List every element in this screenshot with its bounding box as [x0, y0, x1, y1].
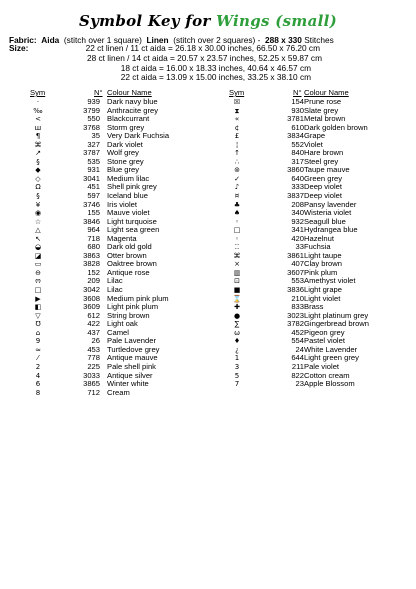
table-header — [0, 89, 208, 98]
fabric-linen-note: (stitch over 2 squares) - — [173, 35, 261, 45]
table-row — [0, 295, 208, 304]
table-row — [0, 209, 208, 218]
color-name-cell: Violet — [304, 139, 323, 149]
color-number-cell: 553 — [291, 276, 304, 286]
color-number-cell: 3768 — [83, 122, 100, 132]
color-name-cell: Fuchsia — [304, 242, 331, 252]
color-name-cell: Hare brown — [304, 148, 344, 158]
table-row — [0, 389, 208, 398]
symbol-cell: ⌂ — [35, 328, 41, 337]
color-number-cell: 3609 — [83, 302, 100, 312]
color-number-cell: 210 — [291, 293, 304, 303]
symbol-cell: § — [36, 192, 40, 201]
symbol-cell: ◒ — [34, 243, 42, 252]
table-row — [0, 183, 208, 192]
symbol-cell: ш — [34, 123, 42, 132]
color-name-cell: Light grape — [304, 285, 342, 295]
color-number-cell: 155 — [87, 208, 100, 218]
color-name-cell: Cotton cream — [304, 370, 350, 380]
symbol-cell: ☒ — [233, 98, 241, 106]
title-prefix: Symbol Key for — [79, 12, 211, 30]
size-line: 22 ct linen / 11 ct aida = 26.18 x 30.00 inches, 66.50 x 76.20 cm — [85, 43, 320, 53]
color-number-cell: 931 — [87, 165, 100, 175]
table-row — [0, 363, 208, 372]
header-num: N° — [293, 88, 302, 97]
color-name-cell: Blue grey — [107, 165, 140, 175]
symbol-cell: ↖ — [35, 234, 41, 243]
color-number-cell: 3863 — [83, 250, 100, 260]
symbol-cell: Ω — [35, 183, 41, 192]
symbol-cell: · — [36, 98, 40, 106]
color-number-cell: 208 — [291, 199, 304, 209]
symbol-cell: ▽ — [35, 311, 41, 320]
symbol-cell: ⌛ — [232, 294, 242, 303]
table-row — [0, 277, 208, 286]
symbol-cell: □ — [233, 226, 241, 235]
color-number-cell: 407 — [291, 259, 304, 269]
color-name-cell: Prune rose — [304, 97, 342, 106]
symbol-cell: ◆ — [35, 166, 41, 175]
symbol-cell: § — [36, 157, 40, 166]
color-number-cell: 3860 — [287, 165, 304, 175]
color-name-cell: Mauve violet — [107, 208, 150, 218]
color-name-cell: Steel grey — [304, 156, 339, 166]
symbol-cell: 1 — [234, 354, 240, 363]
color-name-cell: Brass — [304, 302, 324, 312]
symbol-cell: ⁄ — [37, 354, 39, 363]
color-name-cell: Green grey — [304, 173, 342, 183]
color-number-cell: 552 — [291, 139, 304, 149]
color-name-cell: Light green grey — [304, 353, 359, 363]
table-row — [0, 226, 208, 235]
symbol-cell: « — [234, 115, 240, 124]
symbol-cell: ⊚ — [234, 166, 240, 175]
table-row — [208, 380, 416, 389]
symbol-cell: ⁚⁚ — [234, 243, 240, 252]
symbol-cell: ↑ — [234, 149, 240, 158]
symbol-cell: × — [234, 260, 240, 269]
symbol-cell: ¤ — [234, 192, 240, 201]
stitch-count-label: Stitches — [304, 35, 334, 45]
table-row — [0, 286, 208, 295]
stitch-count: 288 x 330 — [265, 35, 302, 45]
color-number-cell: 964 — [87, 225, 100, 235]
table-row — [0, 235, 208, 244]
color-number-cell: 3834 — [287, 131, 304, 141]
color-number-cell: 3787 — [83, 148, 100, 158]
color-number-cell: 3836 — [287, 285, 304, 295]
color-name-cell: Medium pink plum — [107, 293, 169, 303]
symbol-cell: ♣ — [233, 200, 241, 209]
color-name-cell: Gingerbread brown — [304, 319, 370, 329]
color-name-cell: White Lavender — [304, 344, 358, 354]
table-row — [0, 98, 208, 107]
symbol-cell: ω — [234, 328, 240, 337]
symbol-cell: ✓ — [234, 174, 240, 183]
color-name-cell: Clay brown — [304, 259, 342, 269]
color-number-cell: 327 — [87, 139, 100, 149]
color-name-cell: Amethyst violet — [304, 276, 356, 286]
color-number-cell: 3607 — [287, 267, 304, 277]
symbol-cell: 9 — [35, 337, 41, 346]
color-name-cell: Stone grey — [107, 156, 144, 166]
color-number-cell: 317 — [291, 156, 304, 166]
size-label: Size: — [9, 43, 29, 53]
symbol-cell: ♪ — [234, 183, 240, 192]
color-name-cell: Lilac — [107, 276, 123, 286]
color-number-cell: 718 — [87, 233, 100, 243]
color-name-cell: Light pink plum — [107, 302, 159, 312]
table-row — [0, 252, 208, 261]
color-number-cell: 341 — [291, 225, 304, 235]
color-number-cell: 422 — [87, 319, 100, 329]
symbol-cell: 8 — [35, 388, 41, 397]
color-name-cell: Light turquoise — [107, 216, 157, 226]
color-name-cell: Camel — [107, 327, 129, 337]
symbol-cell: 6 — [35, 380, 41, 389]
color-name-cell: Slate grey — [304, 105, 339, 115]
symbol-cell: ◇ — [35, 174, 41, 183]
table-row — [0, 192, 208, 201]
color-number-cell: 154 — [291, 97, 304, 106]
table-row — [0, 320, 208, 329]
color-name-cell: Blackcurrant — [107, 114, 150, 124]
symbol-cell: £ — [234, 132, 240, 141]
symbol-cell: ≈ — [35, 345, 41, 354]
symbol-cell: ¥ — [35, 200, 41, 209]
color-number-cell: 840 — [291, 148, 304, 158]
symbol-cell: ↗ — [35, 149, 41, 158]
color-name-cell: Oaktree brown — [107, 259, 157, 269]
color-number-cell: 3782 — [287, 319, 304, 329]
color-name-cell: Otter brown — [107, 250, 147, 260]
symbol-cell: ⊡ — [234, 277, 240, 286]
color-number-cell: 932 — [291, 216, 304, 226]
table-row — [0, 329, 208, 338]
color-name-cell: Light violet — [304, 293, 341, 303]
table-row — [0, 124, 208, 133]
symbol-cell: ◉ — [34, 209, 42, 218]
color-number-cell: 712 — [87, 387, 100, 397]
color-name-cell: Light taupe — [304, 250, 342, 260]
color-number-cell: 3608 — [83, 293, 100, 303]
table-row — [0, 260, 208, 269]
symbol-cell: ◪ — [34, 251, 42, 260]
color-name-cell: Dark navy blue — [107, 97, 158, 106]
color-name-cell: Apple Blossom — [304, 379, 355, 389]
table-row — [0, 243, 208, 252]
symbol-cell: ◦ — [234, 234, 240, 243]
symbol-key-left-column — [0, 89, 208, 397]
color-number-cell: 333 — [291, 182, 304, 192]
symbol-cell: ✚ — [234, 303, 240, 312]
table-row — [0, 166, 208, 175]
color-number-cell: 833 — [291, 302, 304, 312]
header-sym: Sym — [30, 88, 46, 97]
color-number-cell: 420 — [291, 233, 304, 243]
table-row — [0, 269, 208, 278]
color-number-cell: 3042 — [83, 285, 100, 295]
color-name-cell: Shell pink grey — [107, 182, 157, 192]
table-row — [0, 107, 208, 116]
symbol-cell: ⌘ — [233, 251, 241, 260]
color-name-cell: Iris violet — [107, 199, 137, 209]
color-number-cell: 3746 — [83, 199, 100, 209]
color-name-cell: Light platinum grey — [304, 310, 369, 320]
color-name-cell: Antique mauve — [107, 353, 158, 363]
symbol-cell: ℧ — [35, 320, 41, 329]
table-row — [0, 115, 208, 124]
symbol-cell: ∴ — [234, 157, 240, 166]
color-number-cell: 597 — [87, 191, 100, 201]
color-name-cell: Hydrangea blue — [304, 225, 358, 235]
color-number-cell: 778 — [87, 353, 100, 363]
table-row — [0, 141, 208, 150]
color-number-cell: 822 — [291, 370, 304, 380]
symbol-key-right-column — [208, 89, 416, 389]
color-name-cell: Turtledove grey — [107, 344, 160, 354]
color-name-cell: Pastel violet — [304, 336, 345, 346]
symbol-cell: ☆ — [34, 217, 42, 226]
color-number-cell: 644 — [291, 353, 304, 363]
table-row — [0, 303, 208, 312]
size-list — [9, 44, 409, 83]
color-number-cell: 35 — [91, 131, 100, 141]
color-name-cell: Wisteria violet — [304, 208, 352, 218]
header-name: Colour Name — [107, 88, 152, 97]
color-number-cell: 340 — [291, 208, 304, 218]
color-number-cell: 535 — [87, 156, 100, 166]
color-name-cell: Deep violet — [304, 191, 342, 201]
color-name-cell: Deep violet — [304, 182, 342, 192]
size-line: 28 ct linen / 14 ct aida = 20.57 x 23.57 inches, 52.25 x 59.87 cm — [86, 52, 322, 63]
symbol-cell: ¿ — [235, 345, 239, 354]
color-name-cell: Hazelnut — [304, 233, 334, 243]
color-number-cell: 930 — [291, 105, 304, 115]
table-row — [0, 380, 208, 389]
color-name-cell: Pigeon grey — [304, 327, 345, 337]
table-row — [0, 354, 208, 363]
table-row — [0, 372, 208, 381]
symbol-cell: 5 — [234, 371, 240, 380]
size-line: 22 ct aida = 13.09 x 15.00 inches, 33.25 x 38.10 cm — [120, 72, 311, 83]
table-row — [0, 218, 208, 227]
color-number-cell: 3033 — [83, 370, 100, 380]
symbol-cell: 3 — [234, 362, 240, 371]
color-number-cell: 3023 — [287, 310, 304, 320]
color-name-cell: Metal brown — [304, 114, 346, 124]
color-name-cell: Dark golden brown — [304, 122, 368, 132]
color-number-cell: 610 — [291, 122, 304, 132]
color-number-cell: 3799 — [83, 105, 100, 115]
table-row — [0, 337, 208, 346]
color-name-cell: Grape — [304, 131, 326, 141]
symbol-cell: ო — [35, 277, 41, 286]
page-title — [0, 12, 416, 30]
table-row — [0, 158, 208, 167]
symbol-cell: ⌘ — [34, 140, 42, 149]
color-name-cell: Light sea green — [107, 225, 160, 235]
color-name-cell: Very Dark Fuchsia — [107, 131, 170, 141]
color-name-cell: Winter white — [107, 379, 149, 389]
symbol-cell: ¶ — [35, 132, 41, 141]
color-number-cell: 3846 — [83, 216, 100, 226]
fabric-label: Fabric: — [9, 35, 37, 45]
color-name-cell: Dark old gold — [107, 242, 152, 252]
color-name-cell: Seagull blue — [304, 216, 346, 226]
color-number-cell: 640 — [291, 173, 304, 183]
symbol-cell: ¦ — [235, 140, 239, 149]
color-number-cell: 3837 — [287, 191, 304, 201]
color-number-cell: 453 — [87, 344, 100, 354]
table-row — [0, 149, 208, 158]
color-number-cell: 3828 — [83, 259, 100, 269]
color-name-cell: Medium lilac — [107, 173, 150, 183]
color-name-cell: Pansy lavender — [304, 199, 357, 209]
symbol-cell: ▥ — [233, 268, 241, 277]
size-line: 18 ct aida = 16.00 x 18.33 inches, 40.64 x 46.57 cm — [120, 62, 311, 73]
color-number-cell: 554 — [291, 336, 304, 346]
symbol-cell: △ — [35, 226, 41, 235]
color-name-cell: Taupe mauve — [304, 165, 350, 175]
table-row — [0, 175, 208, 184]
color-number-cell: 939 — [87, 97, 100, 106]
title-accent: Wings (small) — [216, 12, 337, 30]
fabric-aida-note: (stitch over 1 square) — [63, 35, 142, 45]
color-name-cell: Storm grey — [107, 122, 145, 132]
color-name-cell: Magenta — [107, 233, 137, 243]
color-number-cell: 550 — [87, 114, 100, 124]
symbol-cell: 4 — [35, 371, 41, 380]
symbol-cell: ⊖ — [35, 268, 41, 277]
color-number-cell: 211 — [291, 361, 304, 371]
header-name: Colour Name — [304, 88, 349, 97]
color-number-cell: 452 — [291, 327, 304, 337]
color-number-cell: 612 — [87, 310, 100, 320]
table-row — [0, 132, 208, 141]
color-name-cell: Anthracite grey — [107, 105, 159, 115]
symbol-cell: ◧ — [34, 303, 42, 312]
color-name-cell: Iceland blue — [107, 191, 148, 201]
table-row — [0, 346, 208, 355]
symbol-cell: ▭ — [34, 260, 42, 269]
color-name-cell: Dark violet — [107, 139, 143, 149]
color-name-cell: Pale violet — [304, 361, 340, 371]
color-name-cell: Light oak — [107, 319, 138, 329]
symbol-cell: 7 — [234, 380, 240, 389]
color-name-cell: Pale Lavender — [107, 336, 156, 346]
symbol-cell: 2 — [35, 362, 41, 371]
symbol-cell: ∑ — [234, 320, 240, 329]
color-name-cell: Pale shell pink — [107, 361, 156, 371]
symbol-cell: ▶ — [35, 294, 41, 303]
color-number-cell: 225 — [87, 361, 100, 371]
symbol-cell: □ — [34, 286, 42, 295]
symbol-cell: ♦ — [233, 337, 241, 346]
color-name-cell: Pink plum — [304, 267, 338, 277]
header-num: N° — [94, 88, 103, 97]
color-number-cell: 3861 — [287, 250, 304, 260]
color-name-cell: String brown — [107, 310, 150, 320]
color-name-cell: Antique rose — [107, 267, 150, 277]
color-number-cell: 3041 — [83, 173, 100, 183]
color-name-cell: Antique silver — [107, 370, 153, 380]
color-number-cell: 33 — [295, 242, 304, 252]
fabric-linen: Linen — [146, 35, 169, 45]
fabric-aida: Aida — [41, 35, 60, 45]
color-name-cell: Lilac — [107, 285, 123, 295]
symbol-cell: ⧗ — [234, 106, 240, 115]
color-number-cell: 3781 — [287, 114, 304, 124]
color-number-cell: 3865 — [83, 379, 100, 389]
symbol-cell: ¢ — [234, 123, 240, 132]
color-number-cell: 26 — [91, 336, 100, 346]
symbol-cell: ● — [233, 311, 241, 320]
table-row — [0, 201, 208, 210]
color-number-cell: 437 — [87, 327, 100, 337]
color-number-cell: 23 — [295, 379, 304, 389]
color-number-cell: 451 — [87, 182, 100, 192]
table-row — [0, 312, 208, 321]
symbol-cell: ◦ — [234, 217, 240, 226]
color-number-cell: 680 — [87, 242, 100, 252]
color-name-cell: Cream — [107, 387, 130, 397]
color-number-cell: 24 — [295, 344, 304, 354]
color-number-cell: 209 — [87, 276, 100, 286]
symbol-cell: ‰ — [33, 106, 43, 115]
symbol-cell: ■ — [233, 286, 241, 295]
symbol-cell: ♠ — [233, 209, 241, 218]
color-name-cell: Wolf grey — [107, 148, 139, 158]
symbol-cell: < — [35, 115, 41, 124]
header-sym: Sym — [229, 88, 245, 97]
color-number-cell: 152 — [87, 267, 100, 277]
